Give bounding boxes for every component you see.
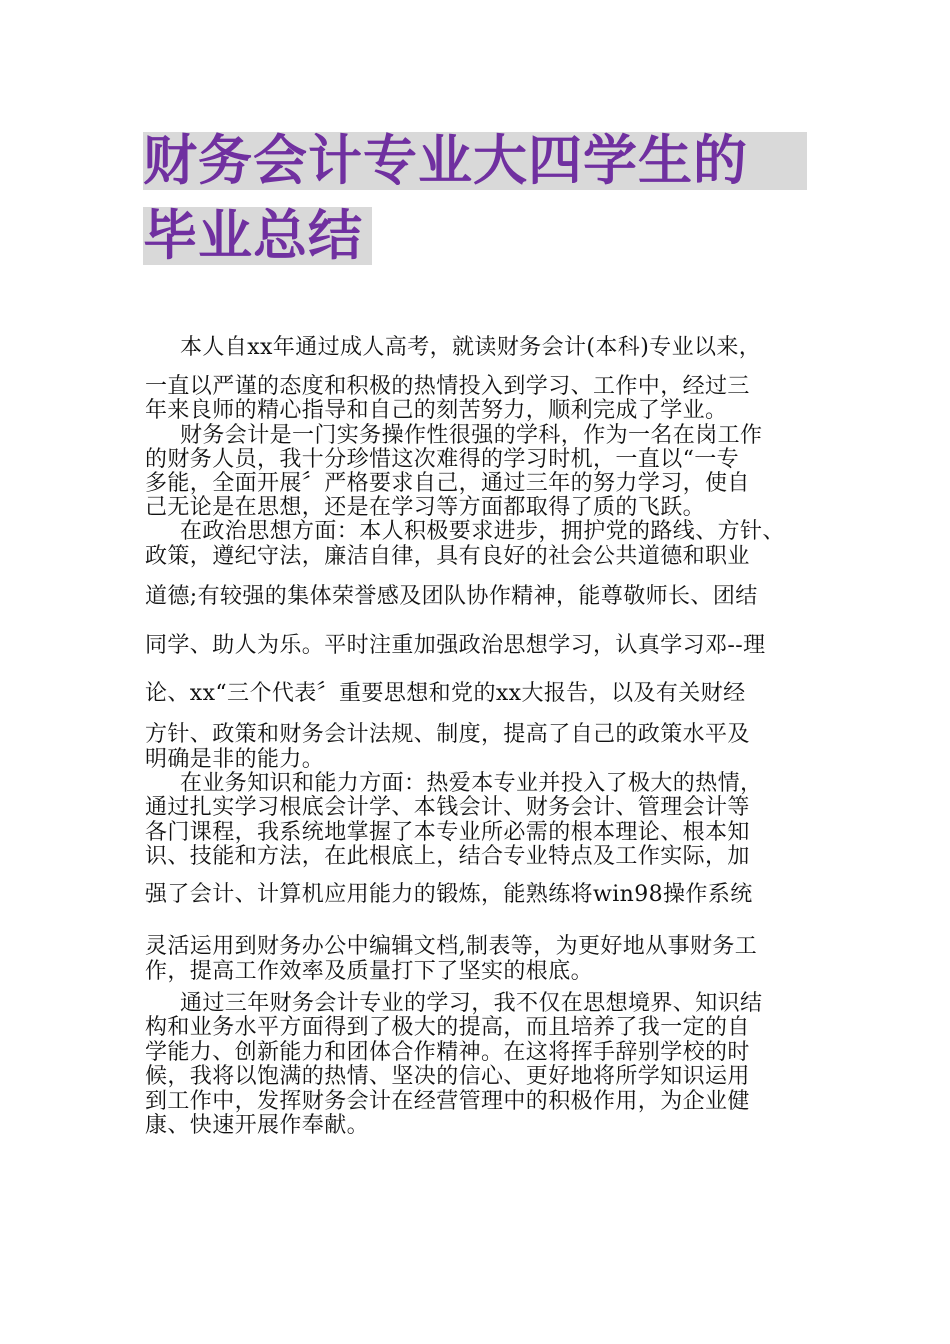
paragraph-3-line-4: 同学、助人为乐。平时注重加强政治思想学习，认真学习邓--理 bbox=[145, 633, 766, 658]
paragraph-4-line-1: 在业务知识和能力方面：热爱本专业并投入了极大的热情， bbox=[180, 771, 763, 796]
paragraph-1-line-2: 一直以严谨的态度和积极的热情投入到学习、工作中，经过三 bbox=[145, 374, 750, 399]
paragraph-3-line-3: 道德;有较强的集体荣誉感及团队协作精神，能尊敬师长、团结 bbox=[145, 584, 758, 609]
paragraph-5-line-2: 构和业务水平方面得到了极大的提高，而且培养了我一定的自 bbox=[145, 1015, 750, 1040]
paragraph-2-line-1: 财务会计是一门实务操作性很强的学科，作为一名在岗工作 bbox=[180, 423, 763, 448]
paragraph-3-line-1: 在政治思想方面：本人积极要求进步，拥护党的路线、方针、 bbox=[180, 519, 785, 544]
paragraph-4-line-5: 强了会计、计算机应用能力的锻炼，能熟练将win98操作系统 bbox=[145, 882, 753, 907]
paragraph-1-line-1: 本人自xx年通过成人高考，就读财务会计(本科)专业以来， bbox=[180, 335, 762, 360]
paragraph-1-line-3: 年来良师的精心指导和自己的刻苦努力，顺利完成了学业。 bbox=[145, 398, 728, 423]
paragraph-4-line-4: 识、技能和方法，在此根底上，结合专业特点及工作实际，加 bbox=[145, 844, 750, 869]
paragraph-5-line-4: 候，我将以饱满的热情、坚决的信心、更好地将所学知识运用 bbox=[145, 1064, 750, 1089]
paragraph-4-line-6: 灵活运用到财务办公中编辑文档,制表等，为更好地从事财务工 bbox=[145, 934, 758, 959]
paragraph-4-line-3: 各门课程，我系统地掌握了本专业所必需的根本理论、根本知 bbox=[145, 820, 750, 845]
paragraph-2-line-2: 的财务人员，我十分珍惜这次难得的学习时机，一直以“一专 bbox=[145, 447, 740, 472]
paragraph-5-line-3: 学能力、创新能力和团体合作精神。在这将挥手辞别学校的时 bbox=[145, 1040, 750, 1065]
paragraph-3-line-5: 论、xx“三个代表〞重要思想和党的xx大报告，以及有关财经 bbox=[145, 681, 746, 706]
paragraph-3-line-2: 政策，遵纪守法，廉洁自律，具有良好的社会公共道德和职业 bbox=[145, 544, 750, 569]
paragraph-5-line-6: 康、快速开展作奉献。 bbox=[145, 1113, 370, 1138]
paragraph-3-line-7: 明确是非的能力。 bbox=[145, 747, 325, 772]
paragraph-2-line-3: 多能，全面开展〞严格要求自己，通过三年的努力学习，使自 bbox=[145, 471, 750, 496]
paragraph-2-line-4: 己无论是在思想，还是在学习等方面都取得了质的飞跃。 bbox=[145, 495, 706, 520]
document-title-line-1: 财务会计专业大四学生的 bbox=[143, 132, 807, 190]
paragraph-4-line-7: 作，提高工作效率及质量打下了坚实的根底。 bbox=[145, 959, 594, 984]
paragraph-5-line-1: 通过三年财务会计专业的学习，我不仅在思想境界、知识结 bbox=[180, 991, 763, 1016]
paragraph-4-line-2: 通过扎实学习根底会计学、本钱会计、财务会计、管理会计等 bbox=[145, 795, 750, 820]
paragraph-3-line-6: 方针、政策和财务会计法规、制度，提高了自己的政策水平及 bbox=[145, 722, 750, 747]
paragraph-5-line-5: 到工作中，发挥财务会计在经营管理中的积极作用，为企业健 bbox=[145, 1089, 750, 1114]
document-title-line-2: 毕业总结 bbox=[143, 207, 372, 265]
